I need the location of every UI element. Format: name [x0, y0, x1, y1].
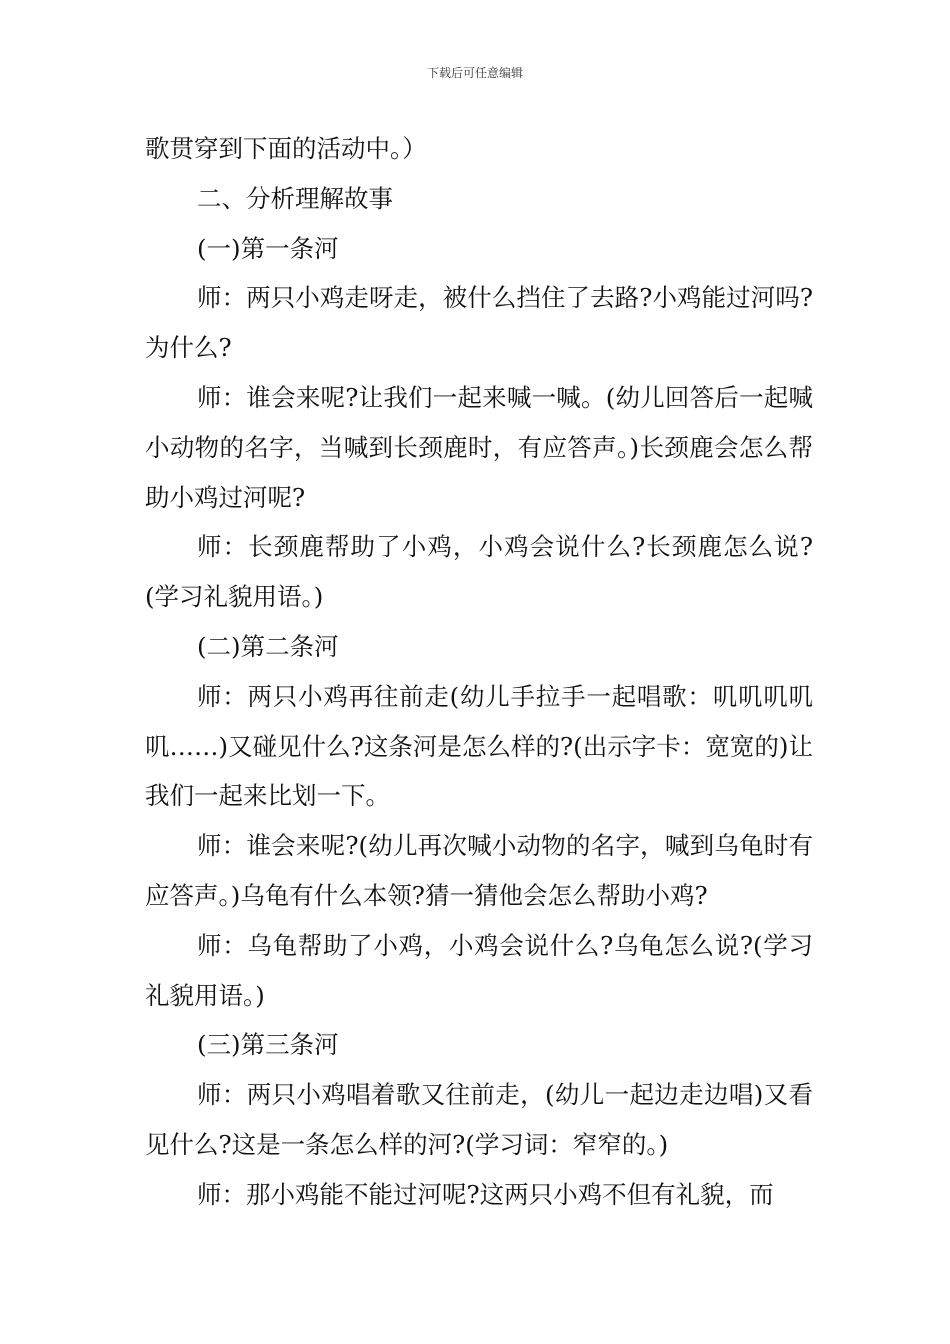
section-heading: 二、分析理解故事	[197, 183, 393, 213]
paragraph: 师：那小鸡能不能过河呢?这两只小鸡不但有礼貌，而	[197, 1179, 774, 1209]
document-body	[145, 124, 813, 1220]
paragraph-continuation: 歌贯穿到下面的活动中。）	[145, 134, 427, 163]
paragraph: 师：两只小鸡再往前走(幼儿手拉手一起唱歌：叽叽叽叽叽……)又碰见什么?这条河是怎么样的?(出示字卡：宽宽的)让我们一起来比划一下。	[145, 681, 813, 811]
subsection-heading-3: (三)第三条河	[197, 1030, 339, 1060]
paragraph: 师：乌龟帮助了小鸡，小鸡会说什么?乌龟怎么说?(学习礼貌用语。)	[145, 930, 813, 1010]
paragraph: 师：谁会来呢?(幼儿再次喊小动物的名字，喊到乌龟时有应答声。)乌龟有什么本领?猜一猜他会怎么帮助小鸡?	[145, 831, 813, 910]
subsection-heading-2: (二)第二条河	[197, 631, 339, 661]
paragraph: 师：长颈鹿帮助了小鸡，小鸡会说什么?长颈鹿怎么说?(学习礼貌用语。)	[145, 532, 813, 612]
page-header: 下载后可任意编辑	[426, 66, 523, 80]
subsection-heading-1: (一)第一条河	[197, 233, 339, 263]
paragraph: 师：谁会来呢?让我们一起来喊一喊。(幼儿回答后一起喊小动物的名字，当喊到长颈鹿时，有应答声。)长颈鹿会怎么帮助小鸡过河呢?	[145, 382, 813, 512]
paragraph: 师：两只小鸡唱着歌又往前走，(幼儿一起边走边唱)又看见什么?这是一条怎么样的河?(学习词：窄窄的。)	[145, 1080, 813, 1159]
paragraph: 师：两只小鸡走呀走，被什么挡住了去路?小鸡能过河吗?为什么?	[145, 283, 813, 363]
